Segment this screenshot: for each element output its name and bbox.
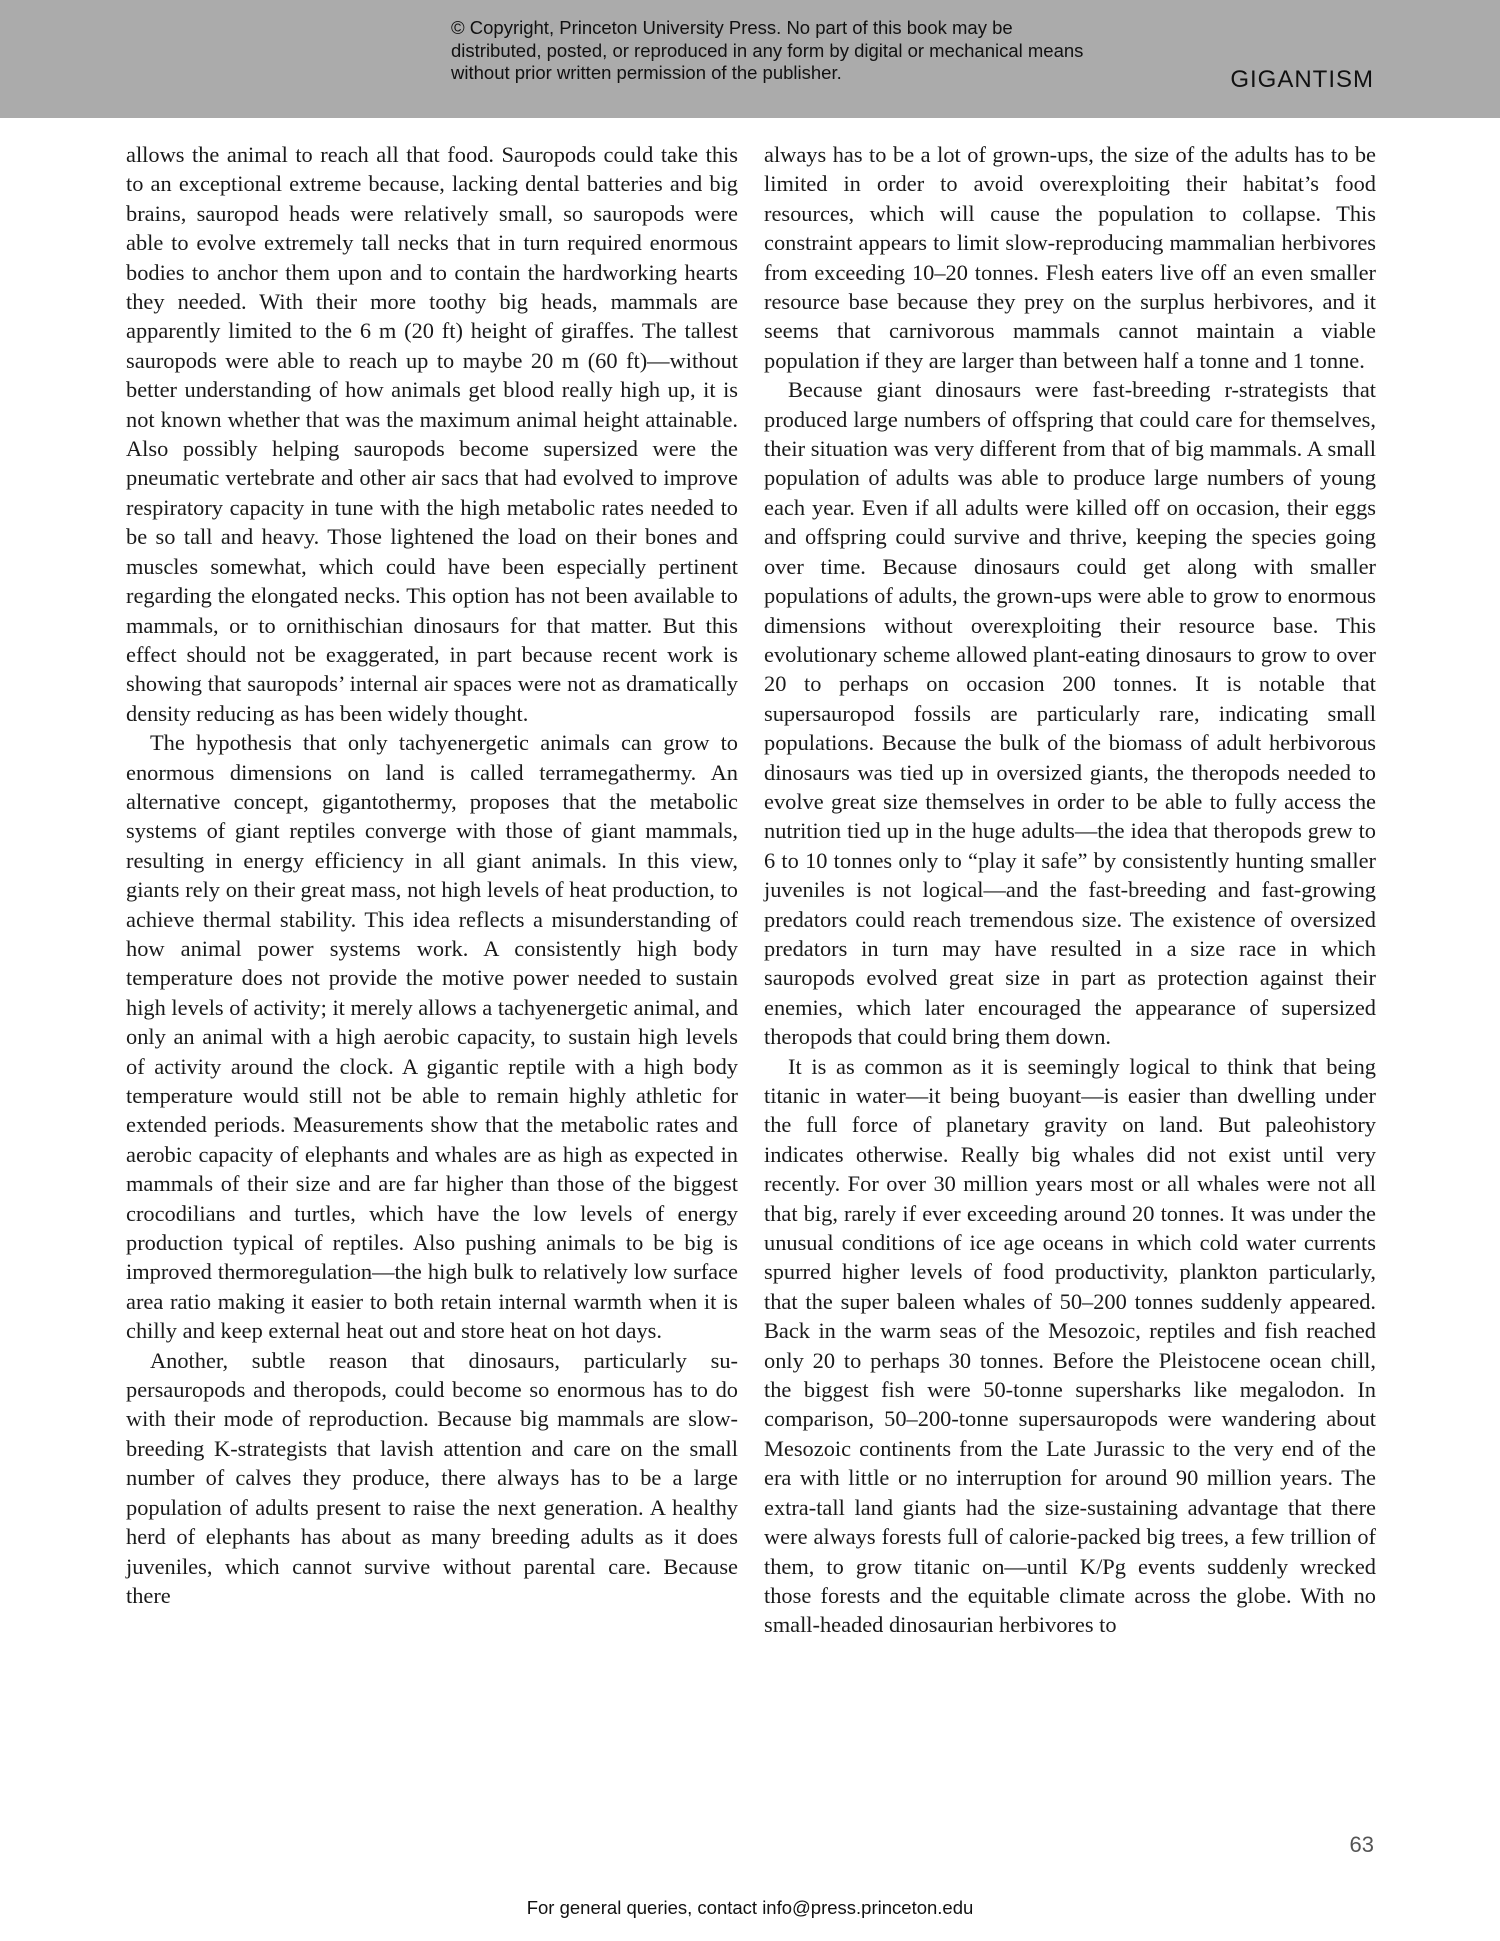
page-number: 63 [1349,1832,1374,1857]
running-head: GIGANTISM [1230,66,1374,93]
left-column [126,140,738,1610]
copyright-banner [0,0,1500,118]
paragraph: always has to be a lot of grown-ups, the size of the adults has to be limited in order to avoid overexploiting their habitat’s food resources, which will cause the population to collapse. This constraint appears to limit slow-reproducing mammalian herbivores from exceeding 10–20 tonnes. Flesh eaters live off an even smaller resource base because they prey on the surplus herbivores, and it seems that carnivorous mammals cannot maintain a viable population if they are larger than between half a tonne and 1 tonne. [764,142,1376,373]
copyright-notice: © Copyright, Princeton University Press. No part of this book may be distributed, posted, or reproduced in any form by digital or mechanical means without prior written permission of the publisher. [451,17,1084,83]
paragraph: Because giant dinosaurs were fast-breeding r-strategists that produced large numbers of offspring that could care for themselves, their situation was very different from that of big mammals. A small population of adults was able to produce large numbers of young each year. Even if all adults were killed off on occasion, their eggs and offspring could survive and thrive, keeping the species going over time. Because dinosaurs could get along with smaller populations of adults, the grown-ups were able to grow to enormous dimensions without overexploiting their resource base. This evolutionary scheme allowed plant-eating dinosaurs to grow to over 20 to perhaps on occasion 200 tonnes. It is notable that supersauropod fossils are particularly rare, indicating small populations. Because the bulk of the biomass of adult herbivorous dinosaurs was tied up in oversized giants, the theropods needed to evolve great size themselves in order to be able to fully access the nutrition tied up in the huge adults—the idea that theropods grew to 6 to 10 tonnes only to “play it safe” by consistently hunting smaller juveniles is not logical—and the fast-breeding and fast-growing predators could reach tremendous size. The existence of oversized predators in turn may have resulted in a size race in which sauropods evolved great size in part as protection against their enemies, which later encouraged the appearance of supersized theropods that could bring them down. [764,377,1376,1050]
paragraph: The hypothesis that only tachyenergetic animals can grow to enormous dimensions on land is called terramegathermy. An alternative concept, gigantothermy, proposes that the metabolic systems of giant reptiles converge with those of giant mammals, resulting in energy efficiency in all giant animals. In this view, giants rely on their great mass, not high levels of heat production, to achieve thermal stability. This idea reflects a misunderstanding of how animal power systems work. A consistently high body temperature does not provide the motive power needed to sustain high levels of activity; it merely allows a tachyenergetic animal, and only an animal with a high aerobic capacity, to sustain high levels of activity around the clock. A gigantic reptile with a high body temperature would still not be able to remain highly athletic for extended periods. Measurements show that the metabolic rates and aerobic capacity of elephants and whales are as high as expected in mammals of their size and are far higher than those of the biggest crocodilians and turtles, which have the low levels of energy production typical of reptiles. Also pushing animals to be big is improved thermoregulation—the high bulk to relatively low surface area ratio making it easier to both retain internal warmth when it is chilly and keep external heat out and store heat on hot days. [126,730,739,1344]
paragraph: allows the animal to reach all that food. Sauropods could take this to an exceptional extreme because, lacking dental batteries and big brains, sauropod heads were relatively small, so sauropods were able to evolve extremely tall necks that in turn required enormous bodies to anchor them upon and to contain the hardworking hearts they needed. With their more toothy big heads, mammals are apparently limited to the 6 m (20 ft) height of giraffes. The tallest sauropods were able to reach up to maybe 20 m (60 ft)—without better understanding of how animals get blood really high up, it is not known whether that was the maximum animal height attainable. Also possibly helping sauropods become supersized were the pneumatic vertebrate and other air sacs that had evolved to improve respiratory capacity in tune with the high metabolic rates needed to be so tall and heavy. Those lightened the load on their bones and muscles somewhat, which could have been especially pertinent regarding the elongated necks. This option has not been available to mammals, or to ornithischian dinosaurs for that matter. But this effect should not be exaggerated, in part because recent work is showing that sauropods’ internal air spaces were not as dramatically density reducing as has been widely thought. [126,142,738,726]
paragraph: Another, subtle reason that dinosaurs, particularly supersauropods and theropods, could become so enormous has to do with their mode of reproduction. Because big mammals are slow-breeding K-strategists that lavish attention and care on the small number of calves they produce, there always has to be a large population of adults present to raise the next generation. A healthy herd of elephants has about as many breeding adults as it does juveniles, which cannot survive without parental care. Because there [126,1347,738,1608]
right-column [764,140,1376,1640]
paragraph: It is as common as it is seemingly logical to think that being titanic in water—it being buoyant—is easier than dwelling under the full force of planetary gravity on land. But paleohistory indicates otherwise. Really big whales did not exist until very recently. For over 30 million years most or all whales were not all that big, rarely if ever exceeding around 20 tonnes. It was under the unusual conditions of ice age oceans in which cold water currents spurred higher levels of food productivity, plankton particularly, that the super baleen whales of 50–200 tonnes suddenly appeared. Back in the warm seas of the Mesozoic, reptiles and fish reached only 20 to perhaps 30 tonnes. Before the Pleistocene ocean chill, the biggest fish were 50-tonne supersharks like megalodon. In comparison, 50–200-tonne supersauropods were wandering about Mesozoic continents from the Late Jurassic to the very end of the era with little or no interruption for around 90 million years. The extra-tall land giants had the size-sustaining advantage that there were always forests full of calorie-packed big trees, a few trillion of them, to grow titanic on—until K/Pg events suddenly wrecked those forests and the equitable climate across the globe. With no small-headed dinosaurian herbivores to [764,1053,1376,1638]
footer-contact: For general queries, contact info@press.princeton.edu [526,1897,974,1918]
